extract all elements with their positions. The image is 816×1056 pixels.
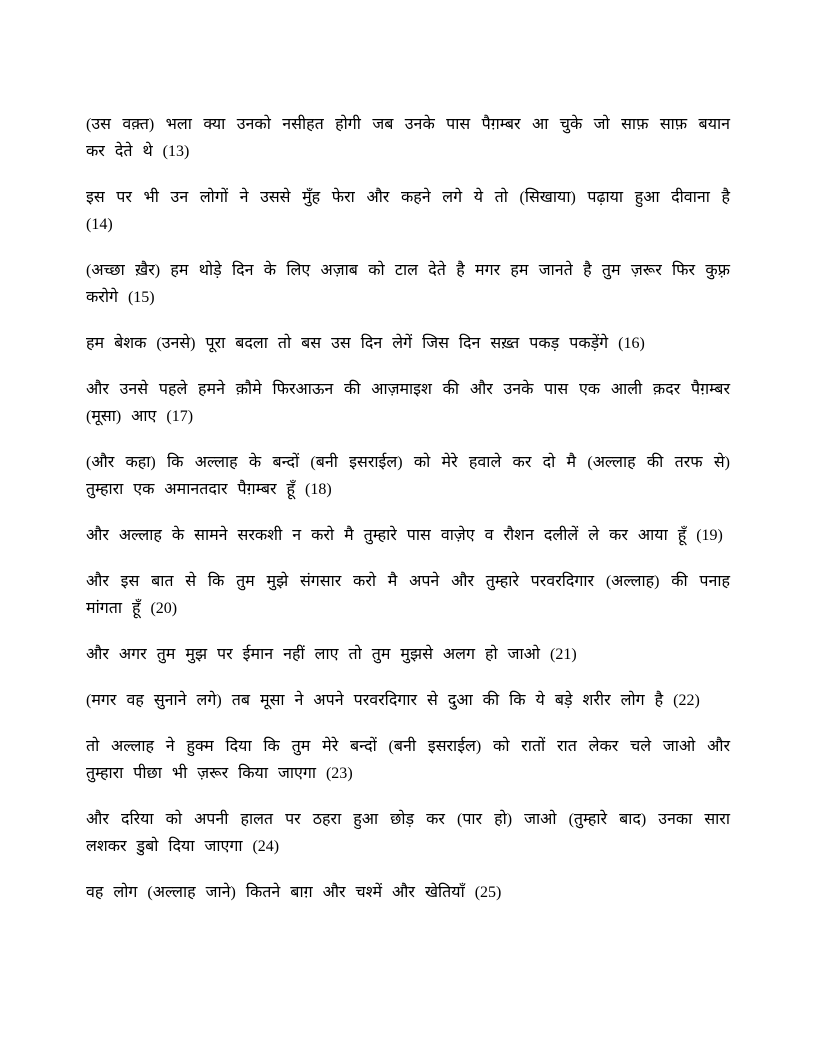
verse-paragraph-15: (अच्छा ख़ैर) हम थोड़े दिन के लिए अज़ाब को टाल देते है मगर हम जानते है तुम ज़रूर फिर कुफ़्र करोगे (15)	[86, 262, 730, 306]
verse-paragraph-24: और दरिया को अपनी हालत पर ठहरा हुआ छोड़ कर (पार हो) जाओ (तुम्हारे बाद) उनका सारा लशकर डुबो दिया जाएगा (24)	[86, 811, 730, 855]
verse-paragraph-20: और इस बात से कि तुम मुझे संगसार करो मै अपने और तुम्हारे परवरदिगार (अल्लाह) की पनाह मांगता हूँ (20)	[86, 573, 730, 617]
verse-paragraph-22: (मगर वह सुनाने लगे) तब मूसा ने अपने परवरदिगार से दुआ की कि ये बड़े शरीर लोग है (22)	[86, 692, 700, 709]
verse-paragraph-23: तो अल्लाह ने हुक्म दिया कि तुम मेरे बन्दों (बनी इसराईल) को रातों रात लेकर चले जाओ और तुम्हारा पीछा भी ज़रूर किया जाएगा (23)	[86, 738, 730, 782]
verse-paragraph-13: (उस वक़्त) भला क्या उनको नसीहत होगी जब उनके पास पैग़म्बर आ चुके जो साफ़ साफ़ बयान कर देते थे (13)	[86, 116, 730, 160]
verse-paragraph-25: वह लोग (अल्लाह जाने) कितने बाग़ और चश्में और खेतियाँ (25)	[86, 884, 502, 901]
verse-paragraph-14: इस पर भी उन लोगों ने उससे मुँह फेरा और कहने लगे ये तो (सिखाया) पढ़ाया हुआ दीवाना है (14)	[86, 189, 730, 233]
verse-paragraph-19: और अल्लाह के सामने सरकशी न करो मै तुम्हारे पास वाज़ेए व रौशन दलीलें ले कर आया हूँ (19)	[86, 527, 723, 544]
verse-paragraph-17: और उनसे पहले हमने क़ौमे फिरआऊन की आज़माइश की और उनके पास एक आली क़दर पैग़म्बर (मूसा) आए (17)	[86, 381, 730, 425]
verse-text-block	[86, 111, 730, 906]
verse-paragraph-21: और अगर तुम मुझ पर ईमान नहीं लाए तो तुम मुझसे अलग हो जाओ (21)	[86, 646, 577, 663]
verse-paragraph-16: हम बेशक (उनसे) पूरा बदला तो बस उस दिन लेगें जिस दिन सख़्त पकड़ पकड़ेंगे (16)	[86, 335, 645, 352]
verse-paragraph-18: (और कहा) कि अल्लाह के बन्दों (बनी इसराईल) को मेरे हवाले कर दो मै (अल्लाह की तरफ से) तुम्हारा एक अमानतदार पैग़म्बर हूँ (18)	[86, 454, 730, 498]
